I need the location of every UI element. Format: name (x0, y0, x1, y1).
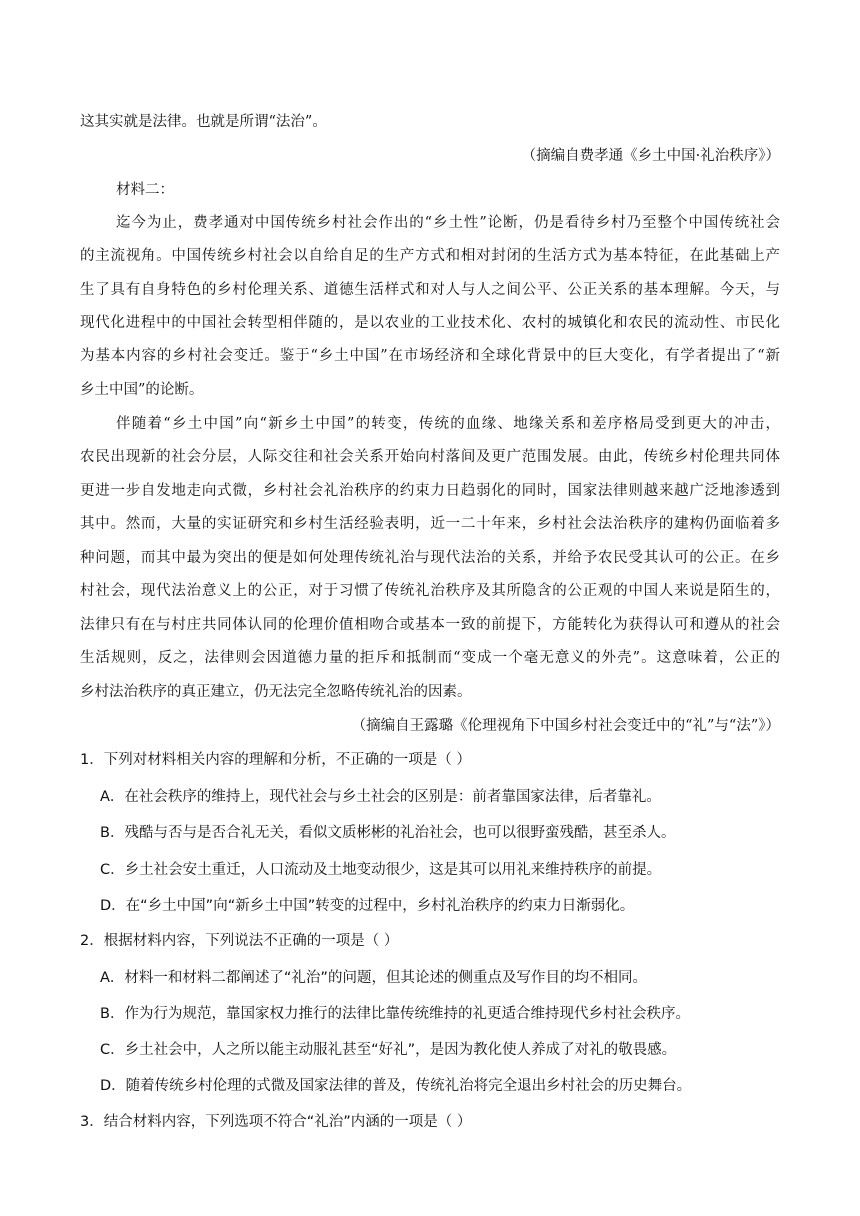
question-1-option-d: D．在“乡土中国”向“新乡土中国”转变的过程中，乡村礼治秩序的约束力日渐弱化。 (100, 898, 635, 914)
question-2-option-d: D．随着传统乡村伦理的式微及国家法律的普及，传统礼治将完全退出乡村社会的历史舞台。 (100, 1078, 692, 1094)
para2-line: 伴随着“乡土中国”向“新乡土中国”的转变，传统的血缘、地缘关系和差序格局受到更大的冲击， (116, 416, 780, 432)
material2-heading: 材料二： (116, 182, 174, 198)
question-1-option-b: B．残酷与否与是否合礼无关，看似文质彬彬的礼治社会，也可以很野蛮残酷，甚至杀人。 (100, 825, 676, 841)
question-2-option-c: C．乡土社会中，人之所以能主动服礼甚至“好礼”，是因为教化使人养成了对礼的敬畏感。 (100, 1042, 677, 1058)
question-2-stem: 2．根据材料内容，下列说法不正确的一项是（ ） (80, 933, 399, 949)
question-3-stem: 3．结合材料内容，下列选项不符合“礼治”内涵的一项是（ ） (80, 1114, 472, 1130)
question-1-option-a: A．在社会秩序的维持上，现代社会与乡土社会的区别是：前者靠国家法律，后者靠礼。 (100, 789, 661, 805)
source-citation-1: （摘编自费孝通《乡土中国·礼治秩序》） (521, 148, 780, 164)
para2-line: 其中。然而，大量的实证研究和乡村生活经验表明，近一二十年来，乡村社会法治秩序的建构仍面临着多 (80, 516, 780, 532)
question-1-stem: 1．下列对材料相关内容的理解和分析，不正确的一项是（ ） (80, 752, 471, 768)
question-1-option-c: C．乡土社会安土重迁，人口流动及土地变动很少，这是其可以用礼来维持秩序的前提。 (100, 862, 662, 878)
intro-line: 这其实就是法律。也就是所谓“法治”。 (80, 114, 327, 130)
para1-line: 乡土中国”的论断。 (80, 382, 204, 398)
para1-line: 迄今为止，费孝通对中国传统乡村社会作出的“乡土性”论断，仍是看待乡村乃至整个中国传统社会 (116, 215, 780, 231)
para2-line: 种问题，而其中最为突出的便是如何处理传统礼治与现代法治的关系，并给予农民受其认可的公正。在乡 (80, 550, 780, 566)
para2-line: 村社会，现代法治意义上的公正，对于习惯了传统礼治秩序及其所隐含的公正观的中国人来说是陌生的， (80, 583, 780, 599)
source-citation-2: （摘编自王露璐《伦理视角下中国乡村社会变迁中的“礼”与“法”》） (351, 718, 780, 734)
para1-line: 现代化进程中的中国社会转型相伴随的，是以农业的工业技术化、农村的城镇化和农民的流动性、市民化 (80, 315, 780, 331)
para2-line: 农民出现新的社会分层，人际交往和社会关系开始向村落间及更广范围发展。由此，传统乡村伦理共同体 (80, 449, 780, 465)
para2-line: 生活规则，反之，法律则会因道德力量的拒斥和抵制而“变成一个毫无意义的外壳”。这意味着，公正的 (80, 650, 780, 666)
para2-line: 乡村法治秩序的真正建立，仍无法完全忽略传统礼治的因素。 (80, 684, 472, 700)
question-2-option-a: A．材料一和材料二都阐述了“礼治”的问题，但其论述的侧重点及写作目的均不相同。 (100, 970, 647, 986)
para2-line: 更进一步自发地走向式微，乡村社会礼治秩序的约束力日趋弱化的同时，国家法律则越来越广泛地渗透到 (80, 483, 780, 499)
para1-line: 的主流视角。中国传统乡村社会以自给自足的生产方式和相对封闭的生活方式为基本特征，在此基础上产 (80, 248, 780, 264)
para1-line: 为基本内容的乡村社会变迁。鉴于“乡土中国”在市场经济和全球化背景中的巨大变化，有学者提出了“新 (80, 348, 780, 364)
question-2-option-b: B．作为行为规范，靠国家权力推行的法律比靠传统维持的礼更适合维持现代乡村社会秩序。 (100, 1006, 690, 1022)
para1-line: 生了具有自身特色的乡村伦理关系、道德生活样式和对人与人之间公平、公正关系的基本理解。今天，与 (80, 282, 780, 298)
para2-line: 法律只有在与村庄共同体认同的伦理价值相吻合或基本一致的前提下，方能转化为获得认可和遵从的社会 (80, 617, 780, 633)
